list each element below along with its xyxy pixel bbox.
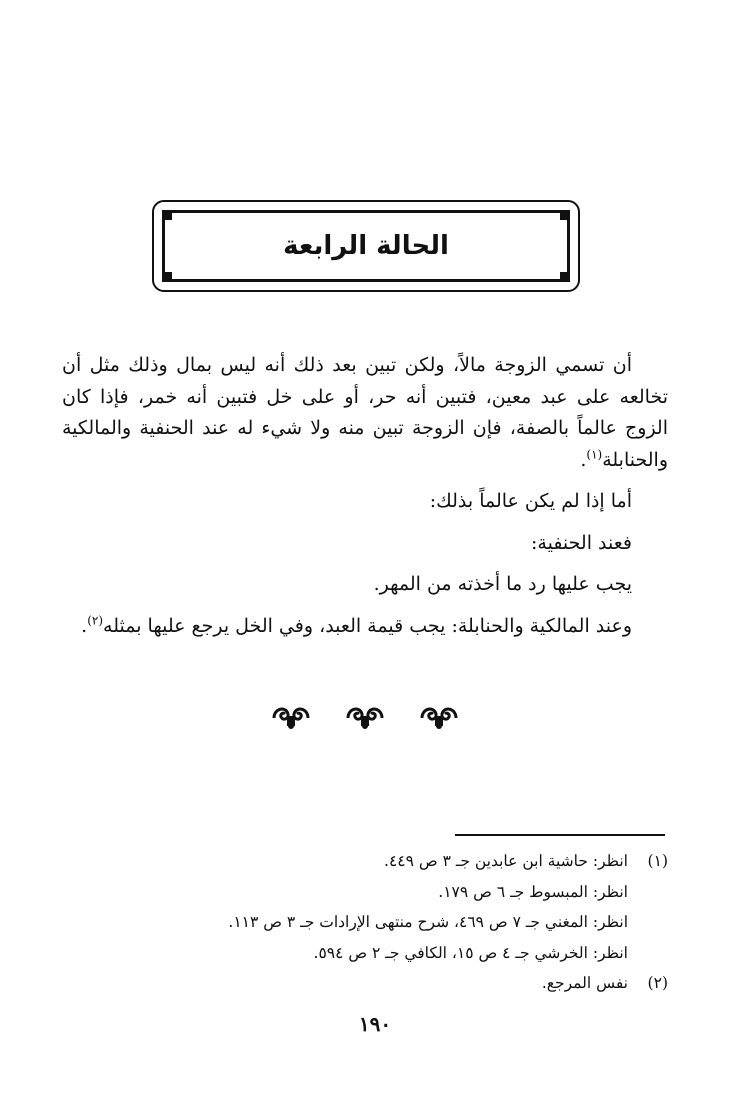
title-frame-inner: [162, 210, 570, 282]
footnote-line: [62, 968, 668, 999]
footnote-line: [62, 846, 668, 877]
footnote-ref-2[interactable]: (٢): [87, 613, 104, 628]
paragraph-1-text: أن تسمي الزوجة مالاً، ولكن تبين بعد ذلك أنه ليس بمال وذلك مثل أن تخالعه على عبد معين، فتبين أنه حر، أو على خل فتبين أنه خمر، فإذا كان الزوج عالماً بالصفة، فإن الزوجة تبين منه ولا شيء له عند الحنفية والمالكية والحنابلة: [62, 354, 668, 471]
footnote-text: انظر: حاشية ابن عابدين جـ ٣ ص ٤٤٩.: [384, 852, 628, 870]
paragraph-1: أن تسمي الزوجة مالاً، ولكن تبين بعد ذلك أنه ليس بمال وذلك مثل أن تخالعه على عبد معين، فتبين أنه حر، أو على خل فتبين أنه خمر، فإذا كان الزوج عالماً بالصفة، فإن الزوجة تبين منه ولا شيء له عند الحنفية والمالكية والحنابلة$^{(١)}$.: [62, 354, 668, 471]
footnote-text: نفس المرجع.: [541, 974, 628, 992]
paragraph-5: وعند المالكية والحنابلة: يجب قيمة العبد، وفي الخل يرجع عليها بمثله$^{(٢)}$.: [81, 613, 632, 637]
paragraph-3: فعند الحنفية:: [531, 531, 632, 554]
footnote-text: انظر: المبسوط جـ ٦ ص ١٧٩.: [438, 882, 628, 901]
footnote-text: انظر: المغني جـ ٧ ص ٤٦٩، شرح منتهى الإرادات جـ ٣ ص ١١٣.: [228, 913, 628, 931]
paragraph-4: يجب عليها رد ما أخذته من المهر.: [373, 573, 632, 595]
ornament-icon: [418, 702, 460, 730]
chapter-title: الحالة الرابعة: [283, 231, 449, 261]
footnote-separator: [455, 834, 665, 836]
footnote-number: (٢): [647, 974, 668, 992]
footnote-line: [62, 877, 668, 908]
footnote-number: (١): [647, 852, 668, 870]
footnotes: [62, 846, 668, 999]
footnote-line: [62, 938, 668, 969]
footnote-ref-1[interactable]: (١): [586, 447, 603, 462]
page-number: ١٩٠: [358, 1012, 392, 1036]
section-divider-ornaments: [270, 702, 460, 732]
title-frame: [152, 200, 580, 292]
ornament-icon: [344, 702, 386, 730]
paragraph-2: أما إذا لم يكن عالماً بذلك:: [429, 490, 632, 512]
ornament-icon: [270, 702, 312, 730]
footnote-line: [62, 907, 668, 938]
paragraph-5-text: وعند المالكية والحنابلة: يجب قيمة العبد، وفي الخل يرجع عليها بمثله: [103, 614, 632, 637]
body-text: [62, 350, 668, 642]
footnote-text: انظر: الخرشي جـ ٤ ص ١٥، الكافي جـ ٢ ص ٥٩٤.: [313, 943, 628, 962]
